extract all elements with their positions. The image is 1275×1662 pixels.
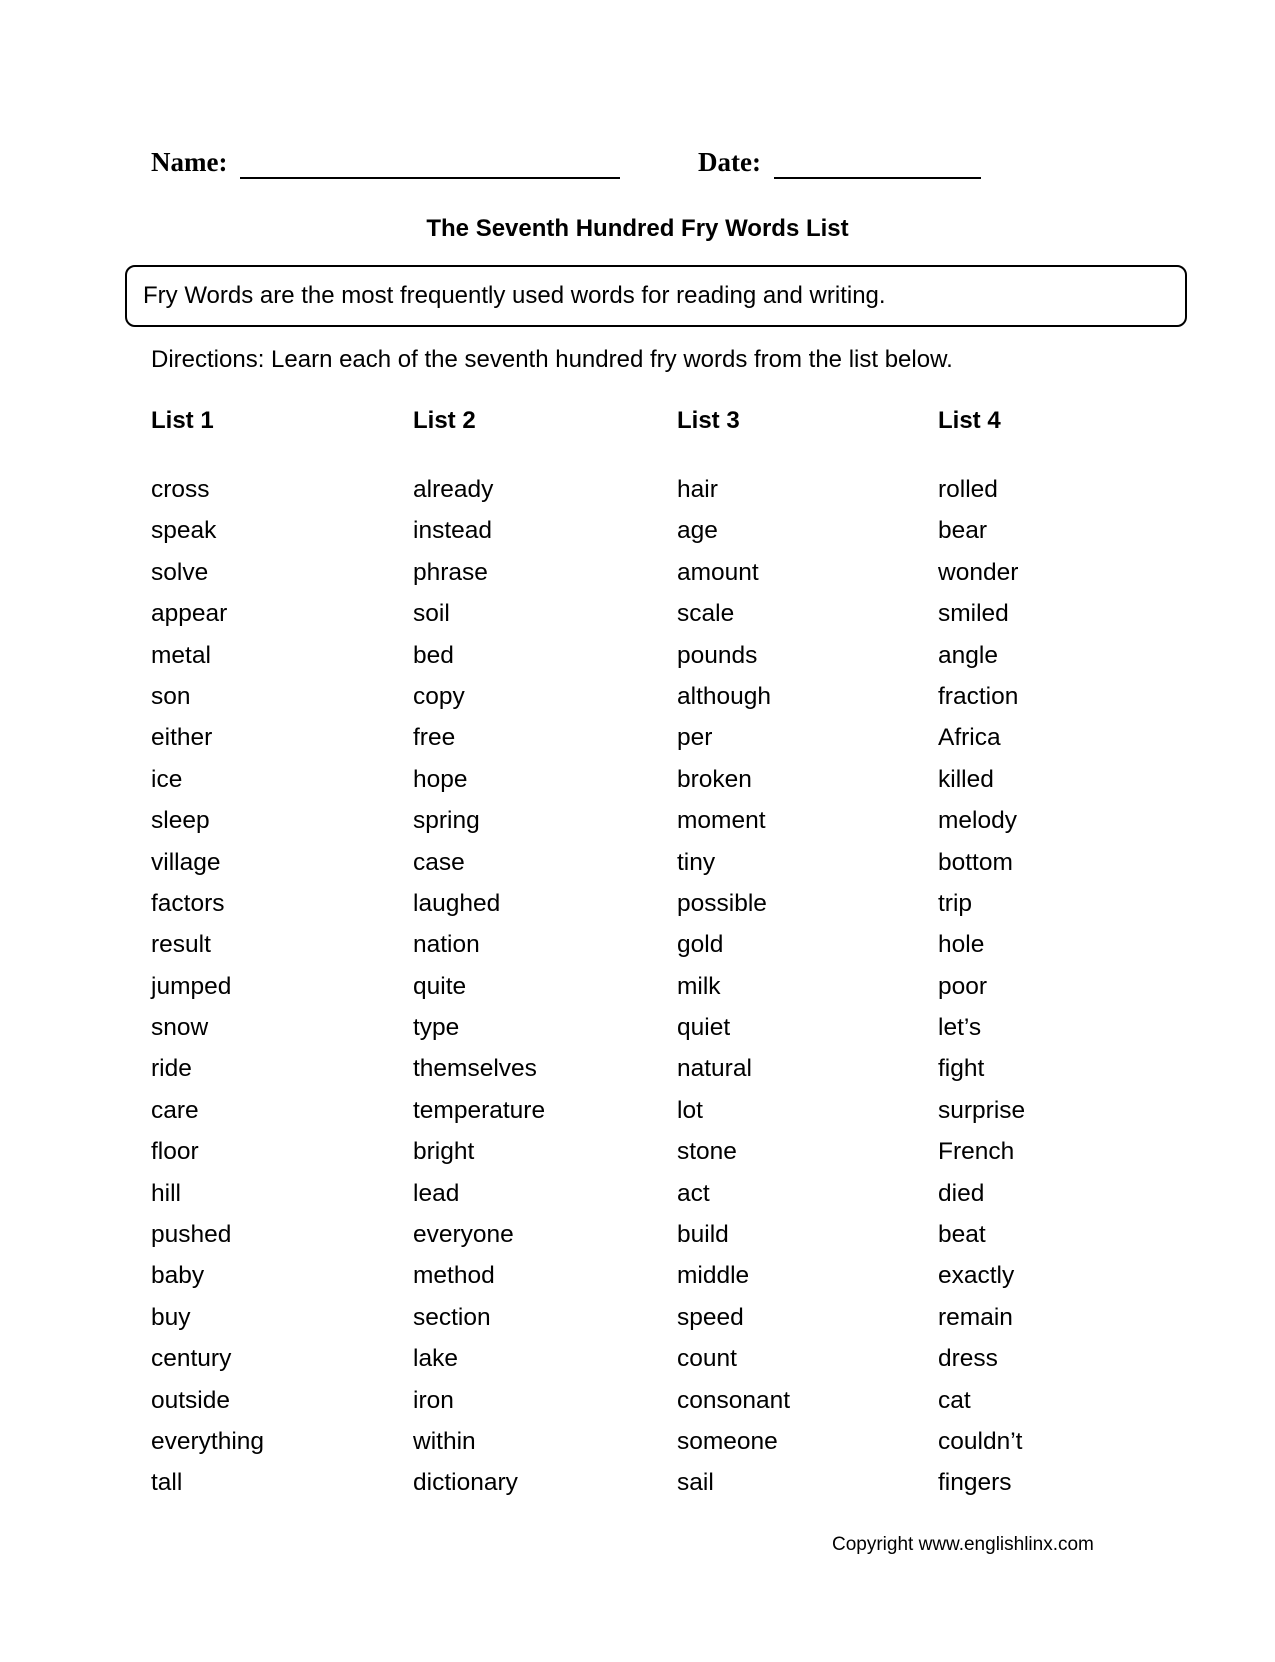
list-item: amount [677, 558, 759, 586]
list-item: either [151, 724, 213, 752]
list-item: middle [677, 1262, 750, 1290]
list-item: themselves [413, 1055, 537, 1083]
list-item: lake [413, 1345, 458, 1373]
directions-text: Directions: Learn each of the seventh hundred fry words from the list below. [151, 346, 953, 373]
list-item: tall [151, 1469, 183, 1497]
list-item: fraction [938, 682, 1019, 710]
date-blank-line[interactable] [774, 177, 981, 179]
list-item: dress [938, 1345, 998, 1373]
list-item: fingers [938, 1469, 1012, 1497]
list-item: care [151, 1096, 199, 1124]
list-item: count [677, 1345, 737, 1373]
list-item: result [151, 931, 211, 959]
list-item: floor [151, 1138, 199, 1166]
list-item: buy [151, 1303, 191, 1331]
list-heading: List 4 [938, 407, 1001, 434]
list-item: bottom [938, 848, 1013, 876]
list-item: bright [413, 1138, 475, 1166]
list-item: bed [413, 641, 454, 669]
list-item: consonant [677, 1386, 791, 1414]
list-item: everything [151, 1427, 265, 1455]
list-item: surprise [938, 1096, 1026, 1124]
list-item: instead [413, 517, 493, 545]
list-item: smiled [938, 600, 1009, 628]
name-label: Name: [151, 147, 228, 177]
list-item: metal [151, 641, 211, 669]
list-item: pounds [677, 641, 758, 669]
list-item: case [413, 848, 465, 876]
list-item: age [677, 517, 718, 545]
list-item: milk [677, 972, 721, 1000]
list-item: angle [938, 641, 998, 669]
list-item: lead [413, 1179, 460, 1207]
list-item: baby [151, 1262, 205, 1290]
date-label: Date: [698, 147, 761, 177]
list-item: section [413, 1303, 491, 1331]
list-item: hole [938, 931, 985, 959]
page-title: The Seventh Hundred Fry Words List [426, 215, 849, 242]
list-item: sleep [151, 807, 210, 835]
list-item: speed [677, 1303, 744, 1331]
list-item: speak [151, 517, 217, 545]
list-item: nation [413, 931, 480, 959]
list-item: poor [938, 972, 988, 1000]
list-item: died [938, 1179, 985, 1207]
list-item: broken [677, 765, 752, 793]
list-item: free [413, 724, 456, 752]
list-item: beat [938, 1221, 986, 1249]
list-item: killed [938, 765, 994, 793]
list-item: jumped [151, 972, 232, 1000]
info-box [125, 265, 1187, 327]
list-item: per [677, 724, 713, 752]
list-item: everyone [413, 1221, 514, 1249]
list-item: let’s [938, 1014, 982, 1042]
word-list-1 [151, 406, 401, 1504]
word-list-2 [413, 406, 663, 1504]
list-item: melody [938, 807, 1017, 835]
list-item: stone [677, 1138, 737, 1166]
list-item: rolled [938, 476, 998, 503]
list-item: someone [677, 1427, 778, 1455]
list-item: lot [677, 1096, 703, 1124]
list-item: cross [151, 476, 210, 503]
list-item: moment [677, 807, 766, 835]
word-list-4 [938, 406, 1188, 1504]
list-item: appear [151, 600, 228, 628]
list-item: bear [938, 517, 988, 545]
list-item: Africa [938, 724, 1001, 752]
name-blank-line[interactable] [240, 177, 620, 179]
word-list-3 [677, 406, 927, 1504]
list-item: already [413, 476, 494, 503]
list-item: French [938, 1138, 1015, 1166]
list-item: quiet [677, 1014, 731, 1042]
list-item: cat [938, 1386, 971, 1414]
list-item: hope [413, 765, 468, 793]
list-item: act [677, 1179, 710, 1207]
list-item: village [151, 848, 221, 876]
name-date-header [0, 146, 1275, 186]
list-item: phrase [413, 558, 488, 586]
list-heading: List 3 [677, 407, 740, 434]
list-item: sail [677, 1469, 714, 1497]
list-heading: List 2 [413, 407, 476, 434]
list-item: copy [413, 682, 465, 710]
list-item: ice [151, 765, 183, 793]
list-item: within [413, 1427, 476, 1455]
list-item: method [413, 1262, 495, 1290]
list-item: hill [151, 1179, 181, 1207]
list-item: pushed [151, 1221, 232, 1249]
list-item: solve [151, 558, 209, 586]
list-item: spring [413, 807, 480, 835]
list-item: factors [151, 889, 225, 917]
list-item: although [677, 682, 772, 710]
copyright-footer: Copyright www.englishlinx.com [832, 1534, 1094, 1555]
list-item: natural [677, 1055, 752, 1083]
list-item: gold [677, 931, 724, 959]
list-item: tiny [677, 848, 716, 876]
list-item: century [151, 1345, 232, 1373]
list-item: soil [413, 600, 450, 628]
list-item: exactly [938, 1262, 1015, 1290]
list-item: trip [938, 889, 973, 917]
list-item: hair [677, 476, 718, 503]
list-item: scale [677, 600, 735, 628]
list-item: remain [938, 1303, 1013, 1331]
list-item: outside [151, 1386, 231, 1414]
list-item: build [677, 1221, 729, 1249]
list-item: dictionary [413, 1469, 518, 1497]
list-heading: List 1 [151, 407, 214, 434]
list-item: snow [151, 1014, 209, 1042]
list-item: laughed [413, 889, 501, 917]
info-box-text: Fry Words are the most frequently used words for reading and writing. [143, 282, 886, 309]
list-item: fight [938, 1055, 985, 1083]
list-item: iron [413, 1386, 454, 1414]
list-item: type [413, 1014, 460, 1042]
list-item: couldn’t [938, 1427, 1023, 1455]
list-item: ride [151, 1055, 192, 1083]
list-item: quite [413, 972, 467, 1000]
list-item: wonder [938, 558, 1019, 586]
list-item: possible [677, 889, 767, 917]
list-item: temperature [413, 1096, 546, 1124]
list-item: son [151, 682, 191, 710]
